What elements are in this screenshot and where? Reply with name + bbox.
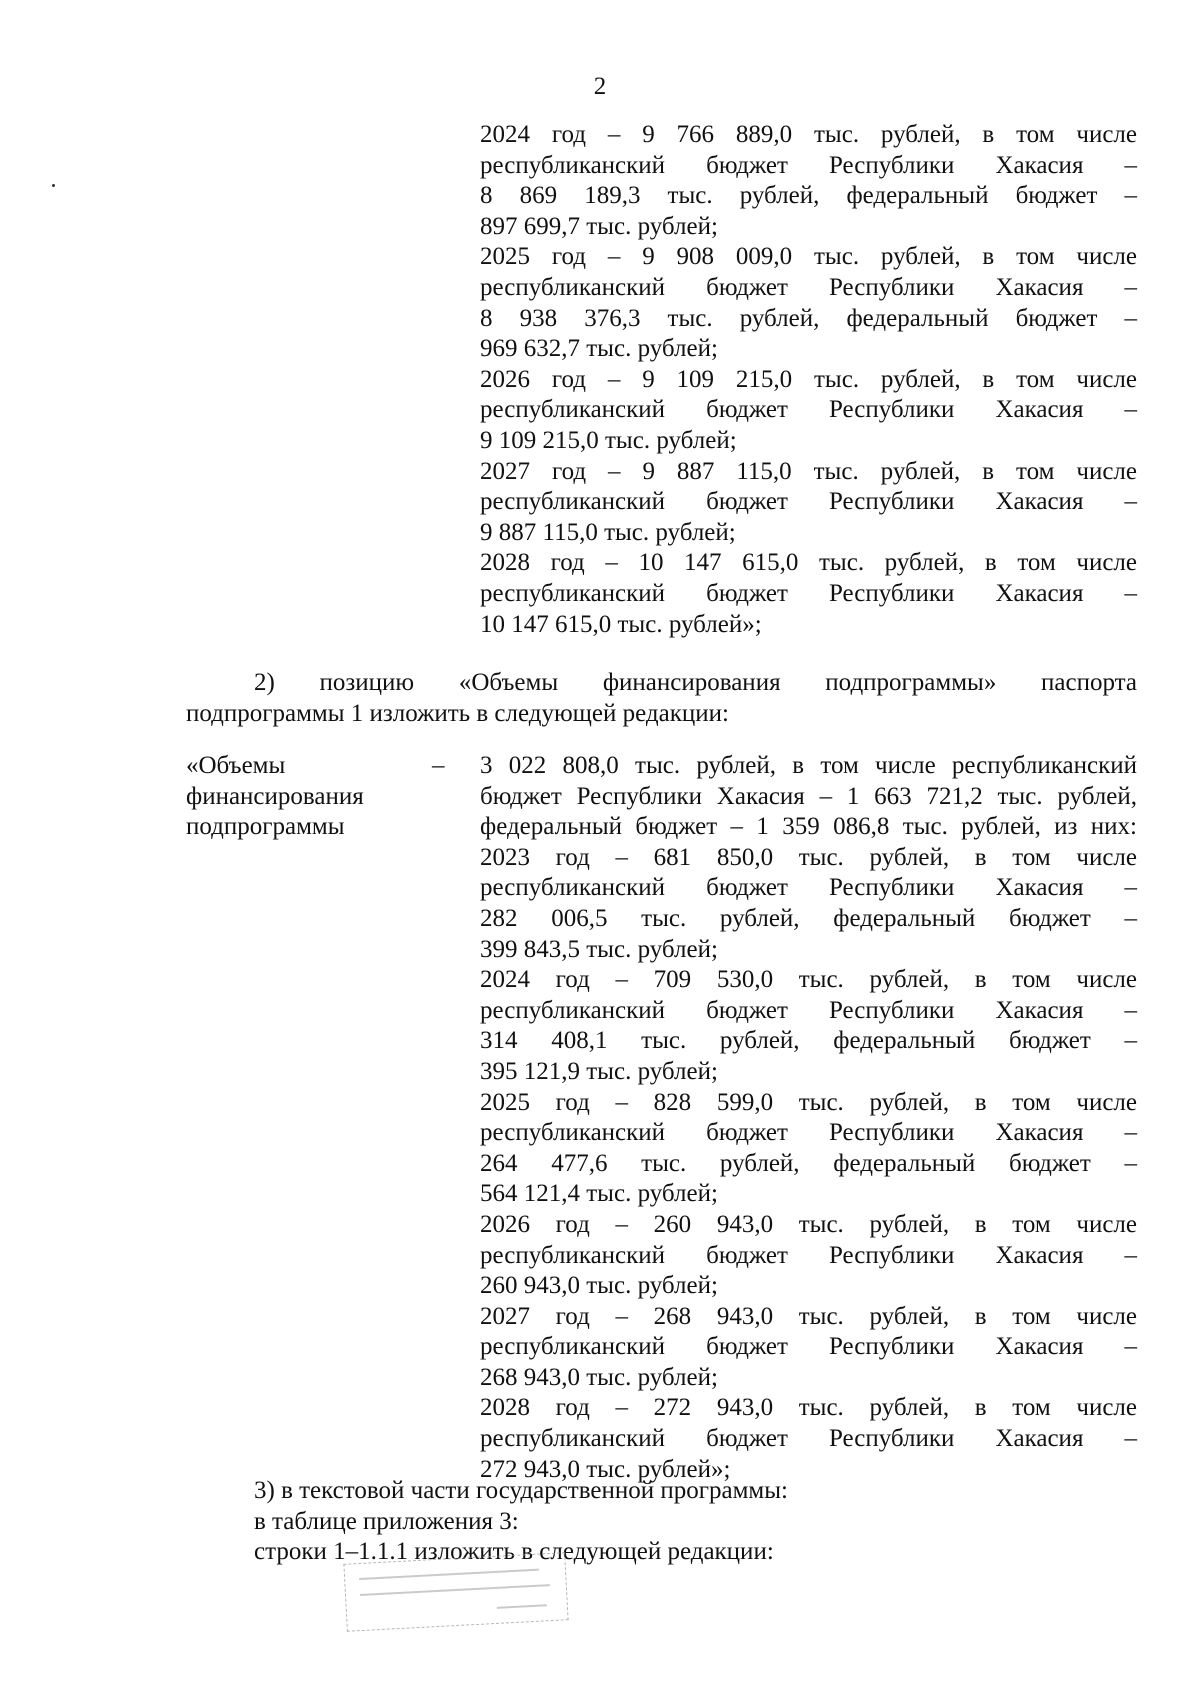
text-line: 8 869 189,3 тыс. рублей, федеральный бюджет – (480, 182, 1137, 210)
position-label-line: подпрограммы (186, 813, 345, 841)
text-line: 10 147 615,0 тыс. рублей»; (480, 610, 762, 638)
text-line: 264 477,6 тыс. рублей, федеральный бюджет – (480, 1149, 1137, 1177)
text-line: 2028 год – 10 147 615,0 тыс. рублей, в том числе (480, 549, 1137, 577)
text-line: республиканский бюджет Республики Хакасия – (480, 1241, 1137, 1269)
text-line: республиканский бюджет Республики Хакасия – (480, 874, 1137, 902)
text-line: 969 632,7 тыс. рублей; (480, 335, 718, 363)
text-line: республиканский бюджет Республики Хакасия – (480, 579, 1137, 607)
text-line: 2024 год – 709 530,0 тыс. рублей, в том числе (480, 966, 1137, 994)
text-line: 2023 год – 681 850,0 тыс. рублей, в том числе (480, 843, 1137, 871)
stamp-text-stroke (497, 1604, 547, 1609)
text-line: 2026 год – 260 943,0 тыс. рублей, в том числе (480, 1210, 1137, 1238)
text-line: республиканский бюджет Республики Хакасия – (480, 396, 1137, 424)
text-line: 9 887 115,0 тыс. рублей; (480, 518, 736, 546)
text-line: республиканский бюджет Республики Хакасия – (480, 488, 1137, 516)
text-line: республиканский бюджет Республики Хакасия – (480, 273, 1137, 301)
text-line: республиканский бюджет Республики Хакасия – (480, 151, 1137, 179)
faint-registration-stamp (343, 1552, 568, 1632)
scan-speck (52, 184, 55, 187)
text-line: бюджет Республики Хакасия – 1 663 721,2 тыс. рублей, (480, 782, 1137, 810)
position-label-line: финансирования (186, 782, 364, 810)
text-line: 2024 год – 9 766 889,0 тыс. рублей, в том числе (480, 121, 1137, 148)
text-line: республиканский бюджет Республики Хакасия – (480, 1425, 1137, 1453)
text-line: 8 938 376,3 тыс. рублей, федеральный бюджет – (480, 304, 1137, 332)
position-label (186, 751, 426, 843)
item-2-paragraph (186, 668, 1137, 729)
position-label-line: «Объемы (186, 752, 286, 779)
text-line: федеральный бюджет – 1 359 086,8 тыс. рублей, из них: (480, 813, 1137, 841)
text-line: 2028 год – 272 943,0 тыс. рублей, в том числе (480, 1394, 1137, 1422)
stamp-text-stroke (360, 1584, 550, 1596)
position-dash: – (432, 752, 445, 779)
text-line: 897 699,7 тыс. рублей; (480, 212, 718, 240)
text-line: 3 022 808,0 тыс. рублей, в том числе республиканский (480, 752, 1137, 779)
text-line: подпрограммы 1 изложить в следующей редакции: (186, 699, 729, 727)
text-line: 3) в текстовой части государственной программы: (254, 1477, 788, 1504)
text-line: 2026 год – 9 109 215,0 тыс. рублей, в том числе (480, 365, 1137, 393)
page-number: 2 (593, 73, 607, 100)
text-line: 2027 год – 9 887 115,0 тыс. рублей, в том числе (480, 457, 1137, 485)
text-line: 314 408,1 тыс. рублей, федеральный бюджет – (480, 1027, 1137, 1055)
text-line: 9 109 215,0 тыс. рублей; (480, 426, 737, 454)
text-line: 2025 год – 9 908 009,0 тыс. рублей, в том числе (480, 243, 1137, 271)
subprogram-funding-block (480, 751, 1137, 1485)
text-line: республиканский бюджет Республики Хакасия – (480, 1333, 1137, 1361)
text-line: 2) позицию «Объемы финансирования подпрограммы» паспорта (254, 669, 1137, 696)
item-3-paragraph (254, 1476, 1134, 1568)
text-line: республиканский бюджет Республики Хакасия – (480, 996, 1137, 1024)
text-line: республиканский бюджет Республики Хакасия – (480, 1119, 1137, 1147)
funding-continuation-block (480, 120, 1137, 640)
text-line: 268 943,0 тыс. рублей; (480, 1363, 718, 1391)
stamp-text-stroke (359, 1569, 539, 1580)
text-line: 272 943,0 тыс. рублей»; (480, 1455, 731, 1483)
text-line: 2027 год – 268 943,0 тыс. рублей, в том числе (480, 1302, 1137, 1330)
text-line: 2025 год – 828 599,0 тыс. рублей, в том числе (480, 1088, 1137, 1116)
text-line: 564 121,4 тыс. рублей; (480, 1180, 718, 1208)
text-line: строки 1–1.1.1 изложить в следующей редакции: (254, 1538, 774, 1566)
text-line: 260 943,0 тыс. рублей; (480, 1272, 718, 1300)
text-line: в таблице приложения 3: (254, 1507, 519, 1535)
text-line: 399 843,5 тыс. рублей; (480, 935, 718, 963)
text-line: 395 121,9 тыс. рублей; (480, 1057, 718, 1085)
text-line: 282 006,5 тыс. рублей, федеральный бюджет – (480, 904, 1137, 932)
